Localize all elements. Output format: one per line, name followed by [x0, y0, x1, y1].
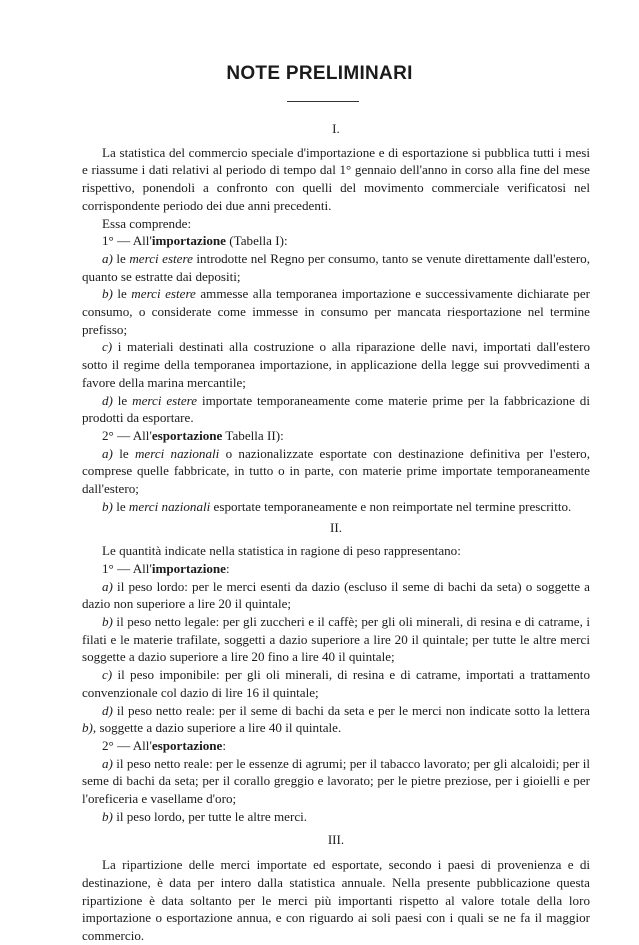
- item-text: il peso netto reale: per il seme di bachi da seta e per le merci non indicate sotto la lettera: [112, 702, 590, 718]
- export-weight-item-b: [82, 808, 590, 826]
- item-text: il peso netto reale: per le essenze di agrumi; per il tabacco lavorato; per gli alcaloidi; per il seme di bachi da seta; per il corallo greggio e lavorato; per le pietre preziose, per i gioielli e per l'oreficeria e vasellame d'oro;: [82, 755, 590, 807]
- item-text: i materiali destinati alla costruzione o alla riparazione delle navi, importati dall'estero sotto il regime della temporanea importazione, in applicazione della legge sui provvedimenti a favore della marina mercantile;: [82, 339, 590, 390]
- item-text: il peso imponibile: per gli oli minerali, di resina e di catrame, importati a trattamento convenzionale col dazio di lire 16 il quintale;: [82, 667, 590, 700]
- item-term: merci nazionali: [128, 498, 211, 514]
- item-prefix: le: [112, 445, 135, 461]
- section-1-comprende: Essa comprende:: [102, 215, 192, 231]
- weight-item-d: [82, 702, 590, 737]
- import-item-c: [82, 338, 590, 391]
- item-text: esportate temporaneamente e non reimportate nel termine prescritto.: [210, 498, 572, 514]
- weight-item-b: [82, 613, 590, 666]
- export-word: esportazione: [151, 737, 223, 753]
- import-dash: — All': [113, 233, 152, 249]
- import-dash: — All': [113, 560, 152, 576]
- export-colon: :: [222, 737, 226, 753]
- section-2-intro: Le quantità indicate nella statistica in ragione di peso rappresentano:: [102, 543, 461, 559]
- page-title: NOTE PRELIMINARI: [226, 63, 413, 84]
- item-letter: b): [102, 613, 113, 629]
- import-word: importazione: [151, 560, 226, 576]
- item-term: merci estere: [129, 250, 193, 266]
- export-item-a: [82, 445, 590, 498]
- section-numeral-2: II.: [330, 520, 342, 536]
- section-numeral-3: III.: [327, 832, 345, 848]
- item-text: , soggette a dazio superiore a lire 40 il quintale.: [92, 720, 342, 736]
- item-letter: a): [102, 445, 113, 461]
- item-letter: d): [102, 702, 113, 718]
- item-text: ammesse alla temporanea importazione e successivamente dichiarate per consumo, o considerate come immesse in consumo per mancata riesportazione nel termine prefisso;: [82, 286, 590, 337]
- section-numeral-1: I.: [332, 121, 340, 136]
- section-3-intro: La ripartizione delle merci importate ed esportate, secondo i paesi di provenienza e di destinazione, è data per intero dalla statistica annuale. Nella presente pubblicazione questa ripartizione è data soltanto per le merci più importanti rispetto al valore totale della loro importazione o esportazione annua, e con riguardo ai soli paesi con i quali se ne fa il maggior commercio.: [82, 857, 590, 943]
- import-heading: [82, 232, 590, 250]
- item-prefix: le: [112, 250, 130, 266]
- weight-item-c: [82, 666, 590, 701]
- import-item-d: [82, 392, 590, 427]
- item-text: il peso lordo, per tutte le altre merci.: [112, 808, 308, 824]
- document-body: [82, 120, 590, 945]
- export-word: esportazione: [151, 427, 223, 443]
- item-letter: a): [102, 250, 113, 266]
- import-heading: [82, 560, 590, 578]
- item-letter: d): [102, 392, 113, 408]
- import-number: 1°: [102, 233, 114, 249]
- item-letter: c): [102, 667, 113, 683]
- item-prefix: le: [112, 498, 129, 514]
- section-1-intro: La statistica del commercio speciale d'importazione e di esportazione si pubblica tutti i mesi e riassume i dati relativi al periodo di tempo dal 1° gennaio dell'anno in corso alla fine del mese rispettivo, ponendoli a confronto con quelli del movimento commerciale verificatosi nel corrispondente periodo dei due anni precedenti.: [82, 144, 590, 213]
- export-dash: — All': [113, 427, 152, 443]
- item-term: merci estere: [132, 392, 198, 408]
- item-prefix: le: [112, 286, 132, 302]
- export-dash: — All': [113, 737, 152, 753]
- export-weight-item-a: [82, 755, 590, 808]
- item-letter: b): [102, 498, 113, 514]
- item-text: importate temporaneamente come materie prime per la fabbricazione di prodotti da esportare.: [82, 392, 590, 426]
- export-table-ref: Tabella II):: [222, 427, 284, 443]
- export-item-b: [82, 498, 590, 516]
- import-table-ref: (Tabella I):: [226, 233, 288, 249]
- item-letter: b): [102, 286, 113, 302]
- item-letter: a): [102, 755, 113, 771]
- export-heading: [82, 427, 590, 445]
- item-text: o nazionalizzate esportate con destinazione definitiva per l'estero, comprese quelle fabbricate, in tutto o in parte, con materie prime importate temporaneamente dall'estero;: [82, 445, 590, 497]
- export-heading: [82, 737, 590, 755]
- item-text: il peso netto legale: per gli zuccheri e il caffè; per gli oli minerali, di resina e di catrame, i filati e le materie trafilate, soggetti a dazio superiore a lire 20 il quintale; per tutte le altre merci soggette a dazio superiore a lire 20 fino a lire 40 il quintale;: [82, 613, 590, 665]
- item-term: merci estere: [131, 286, 196, 302]
- export-number: 2°: [102, 737, 114, 753]
- item-text: il peso lordo: per le merci esenti da dazio (escluso il seme di bachi da seta) o soggette a dazio non superiore a lire 20 il quintale;: [82, 578, 590, 612]
- item-term: merci nazionali: [134, 445, 220, 461]
- title-underline: [287, 101, 359, 102]
- import-number: 1°: [102, 560, 114, 576]
- item-text: introdotte nel Regno per consumo, tanto se venute direttamente dall'estero, quanto se estratte dai depositi;: [82, 250, 590, 284]
- item-letter: a): [102, 578, 113, 594]
- import-colon: :: [226, 560, 230, 576]
- item-letter: c): [102, 339, 113, 355]
- item-letter: b): [102, 808, 113, 824]
- weight-item-a: [82, 578, 590, 613]
- import-word: importazione: [151, 233, 226, 249]
- export-number: 2°: [102, 427, 114, 443]
- item-prefix: le: [112, 392, 133, 408]
- import-item-a: [82, 250, 590, 285]
- import-item-b: [82, 285, 590, 338]
- item-ref: b): [82, 720, 93, 736]
